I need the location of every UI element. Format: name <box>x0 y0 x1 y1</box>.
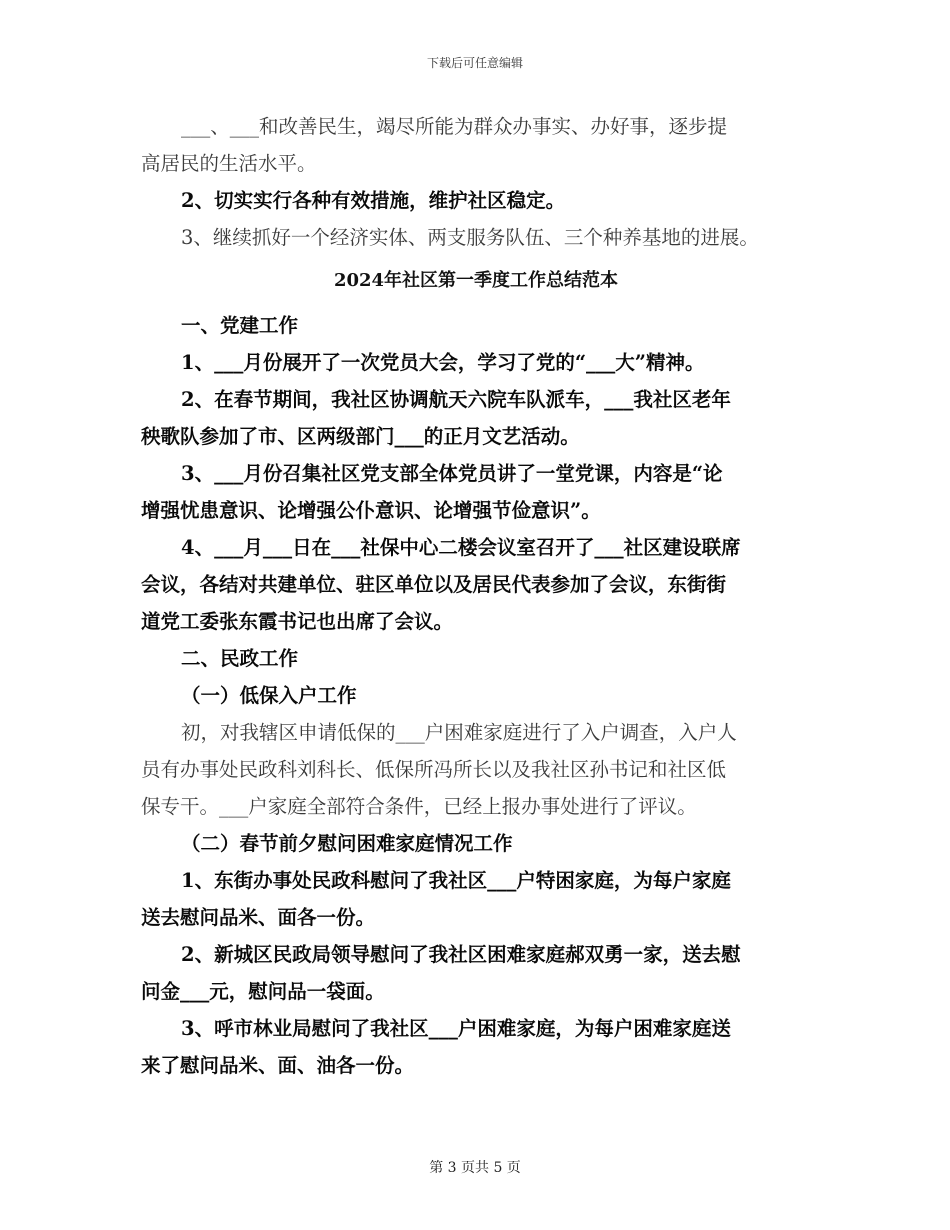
text-line: 增强忧患意识、论增强公仆意识、论增强节俭意识”。 <box>141 499 601 522</box>
text-line: 一、党建工作 <box>181 314 299 337</box>
text-line: 二、民政工作 <box>181 647 299 670</box>
page-header: 下载后可任意编辑 <box>426 56 523 70</box>
text-line: （一）低保入户工作 <box>181 684 357 707</box>
text-line: 2、切实实行各种有效措施，维护社区稳定。 <box>181 189 566 212</box>
text-line: 员有办事处民政科刘科长、低保所冯所长以及我社区孙书记和社区低 <box>141 758 727 781</box>
text-line: 高居民的生活水平。 <box>141 152 317 175</box>
text-line: 会议，各结对共建单位、驻区单位以及居民代表参加了会议，东街街 <box>141 573 727 596</box>
text-line: 初，对我辖区申请低保的___户困难家庭进行了入户调查，入户人 <box>181 721 737 744</box>
text-line: 3、呼市林业局慰问了我社区___户困难家庭，为每户困难家庭送 <box>181 1017 731 1040</box>
text-line: 来了慰问品米、面、油各一份。 <box>141 1054 415 1077</box>
text-line: 2、新城区民政局领导慰问了我社区困难家庭郝双勇一家，送去慰 <box>181 943 741 966</box>
section-title: 2024年社区第一季度工作总结范本 <box>333 270 619 291</box>
text-line: 1、东街办事处民政科慰问了我社区___户特困家庭，为每户家庭 <box>181 869 731 892</box>
text-line: 送去慰问品米、面各一份。 <box>141 906 376 929</box>
text-line: 1、___月份展开了一次党员大会，学习了党的“___大”精神。 <box>181 351 705 374</box>
text-line: 保专干。___户家庭全部符合条件，已经上报办事处进行了评议。 <box>141 795 697 818</box>
text-line: 4、___月___日在___社保中心二楼会议室召开了___社区建设联席 <box>181 536 741 559</box>
page-footer: 第 3 页共 5 页 <box>429 1160 521 1176</box>
text-line: 秧歌队参加了市、区两级部门___的正月文艺活动。 <box>141 425 580 448</box>
text-line: 问金___元，慰问品一袋面。 <box>141 980 385 1003</box>
text-line: （二）春节前夕慰问困难家庭情况工作 <box>181 832 513 855</box>
document-body <box>141 108 811 1084</box>
text-line: 3、继续抓好一个经济实体、两支服务队伍、三个种养基地的进展。 <box>181 226 759 249</box>
text-line: 2、在春节期间，我社区协调航天六院车队派车，___我社区老年 <box>181 388 731 411</box>
text-line: 3、___月份召集社区党支部全体党员讲了一堂党课，内容是“论 <box>181 462 723 485</box>
text-line: ___、___和改善民生，竭尽所能为群众办事实、办好事，逐步提 <box>181 115 728 138</box>
text-line: 道党工委张东霞书记也出席了会议。 <box>141 610 454 633</box>
